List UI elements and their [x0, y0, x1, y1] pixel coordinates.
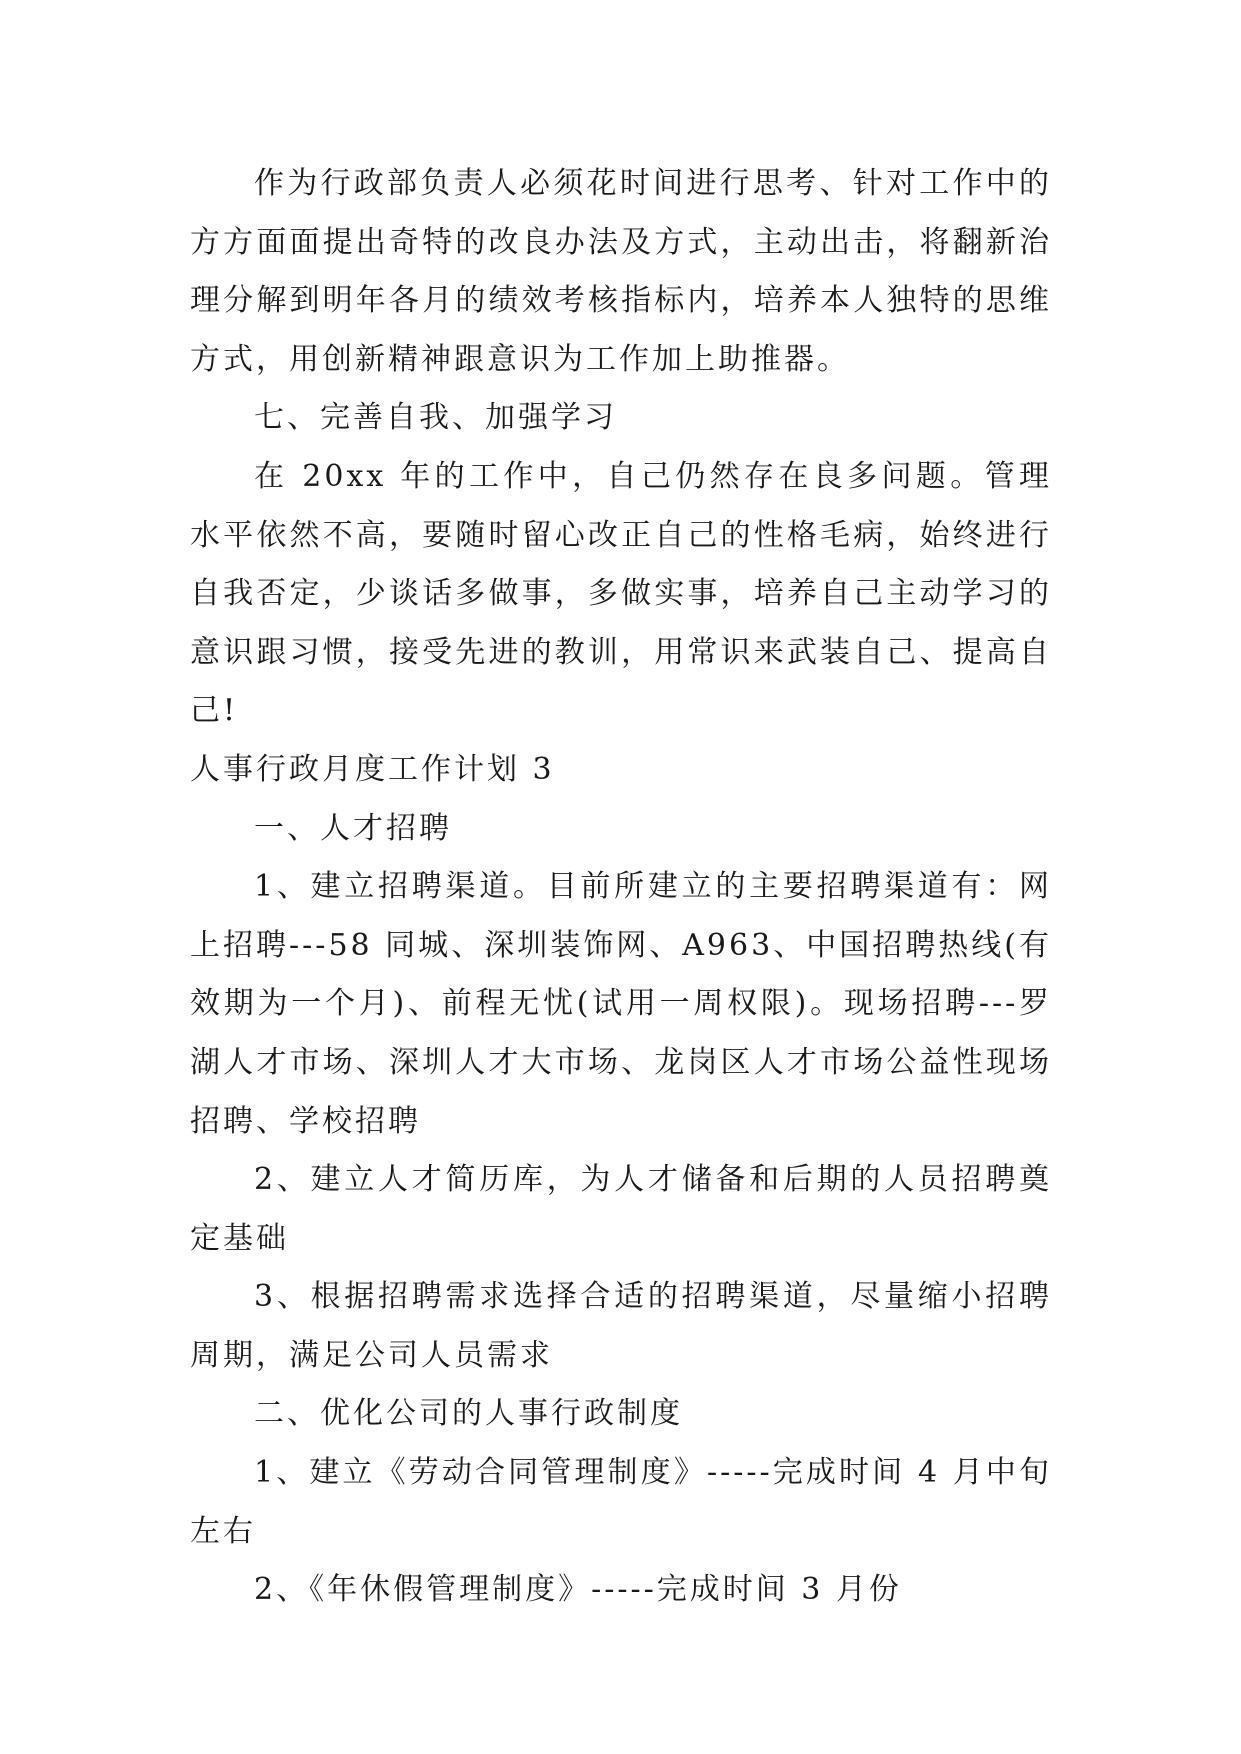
document-body	[190, 155, 1052, 1620]
list-item-annual-leave: 2、《年休假管理制度》-----完成时间 3 月份	[254, 1572, 902, 1608]
paragraph-self-improvement: 在 20xx 年的工作中，自己仍然存在良多问题。管理水平依然不高，要随时留心改正自己的性格毛病，始终进行自我否定，少谈话多做事，多做实事，培养自己主动学习的意识跟习惯，接受先进的教训，用常识来武装自己、提高自己!	[190, 458, 1052, 729]
section-heading-recruitment: 一、人才招聘	[254, 810, 452, 846]
list-item-labor-contract: 1、建立《劳动合同管理制度》-----完成时间 4 月中旬左右	[190, 1455, 1052, 1549]
list-item-resume-database: 2、建立人才简历库，为人才储备和后期的人员招聘奠定基础	[190, 1162, 1052, 1256]
section-heading-self-improvement: 七、完善自我、加强学习	[254, 400, 617, 436]
list-item-recruitment-channels: 1、建立招聘渠道。目前所建立的主要招聘渠道有：网上招聘---58 同城、深圳装饰网、A963、中国招聘热线(有效期为一个月)、前程无忧(试用一周权限)。现场招聘---罗湖人才市场、深圳人才大市场、龙岗区人才市场公益性现场招聘、学校招聘	[190, 869, 1052, 1139]
list-item-select-channels: 3、根据招聘需求选择合适的招聘渠道，尽量缩小招聘周期，满足公司人员需求	[190, 1279, 1052, 1373]
document-subtitle: 人事行政月度工作计划 3	[190, 751, 555, 787]
section-heading-hr-policies: 二、优化公司的人事行政制度	[254, 1396, 683, 1432]
paragraph-innovation: 作为行政部负责人必须花时间进行思考、针对工作中的方方面面提出奇特的改良办法及方式，主动出击，将翻新治理分解到明年各月的绩效考核指标内，培养本人独特的思维方式，用创新精神跟意识为工作加上助推器。	[190, 166, 1052, 377]
